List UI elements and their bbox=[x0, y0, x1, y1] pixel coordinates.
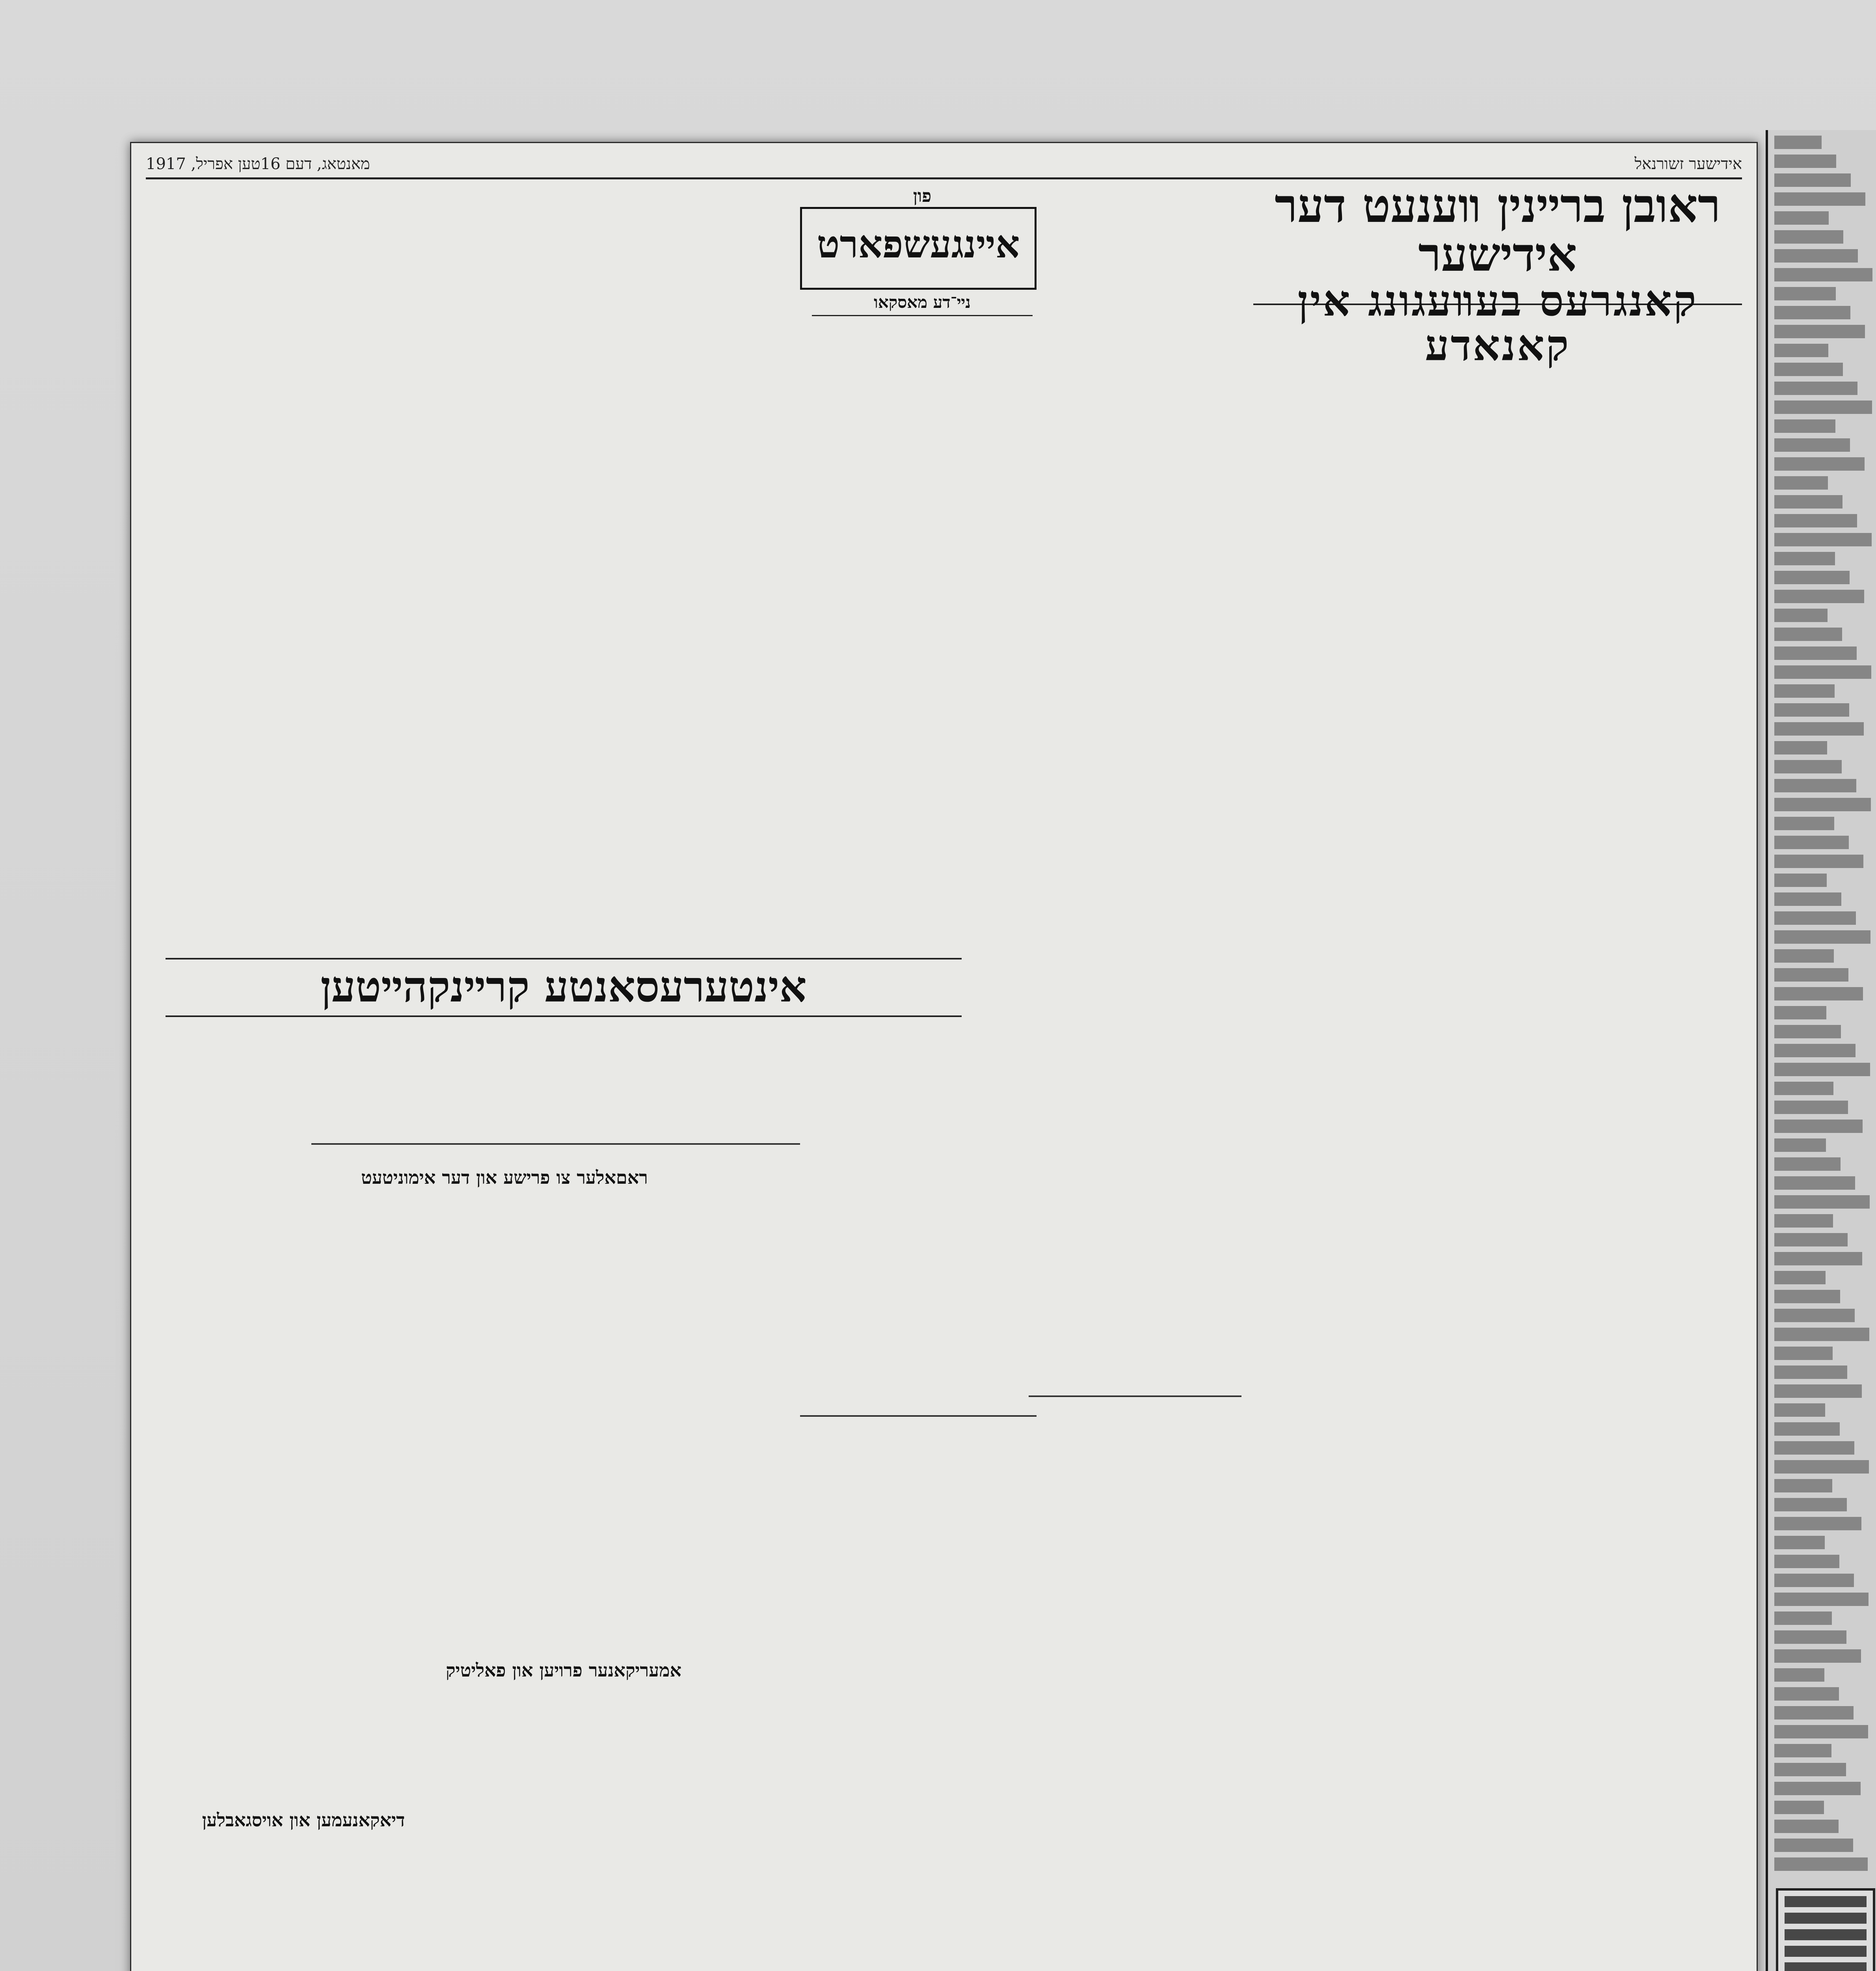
newspaper-page bbox=[130, 142, 1758, 1971]
ad-text-line bbox=[1785, 1946, 1867, 1957]
column-subtitle: נײ־דע מאסקאו bbox=[812, 294, 1033, 316]
text-line bbox=[1774, 968, 1848, 982]
text-line bbox=[1774, 1422, 1840, 1436]
text-line bbox=[1774, 1347, 1833, 1360]
text-line bbox=[1774, 457, 1865, 471]
text-line bbox=[1774, 1782, 1861, 1795]
text-line bbox=[1774, 363, 1843, 376]
text-line bbox=[1774, 1290, 1840, 1303]
text-line bbox=[1774, 419, 1835, 433]
text-line bbox=[1774, 590, 1864, 603]
text-line bbox=[1774, 855, 1863, 868]
article-columns bbox=[146, 185, 1742, 1971]
text-line bbox=[1774, 1101, 1848, 1114]
text-line bbox=[1774, 1044, 1856, 1057]
subheading-3: דיאקאנעמען און אויסגאבלען bbox=[202, 1809, 405, 1831]
text-line bbox=[1774, 306, 1850, 319]
text-line bbox=[1774, 1328, 1869, 1341]
text-line bbox=[1774, 836, 1849, 849]
text-line bbox=[1774, 1120, 1863, 1133]
text-line bbox=[1774, 798, 1871, 811]
text-line bbox=[1774, 1593, 1869, 1606]
text-line bbox=[1774, 609, 1828, 622]
adjacent-page-edge bbox=[1766, 130, 1876, 1971]
text-line bbox=[1774, 1649, 1861, 1663]
text-line bbox=[1774, 874, 1827, 887]
text-line bbox=[1774, 476, 1828, 490]
text-line bbox=[1774, 1214, 1833, 1228]
text-line bbox=[1774, 1233, 1848, 1246]
text-line bbox=[1774, 155, 1836, 168]
text-line bbox=[1774, 1725, 1868, 1738]
text-line bbox=[1774, 684, 1835, 698]
text-line bbox=[1774, 1744, 1831, 1757]
text-line bbox=[1774, 495, 1842, 509]
date-line: מאנטאג, דעם 16טען אפריל, 1917 bbox=[146, 155, 370, 173]
main-headline-line2: קאנגרעס בעװעגונג אין קאנאדע bbox=[1297, 276, 1698, 371]
text-line bbox=[1774, 646, 1857, 660]
text-line bbox=[1774, 1498, 1847, 1511]
text-line bbox=[1774, 1082, 1833, 1095]
text-line bbox=[1774, 1025, 1841, 1038]
ad-text-line bbox=[1785, 1913, 1867, 1924]
text-line bbox=[1774, 1479, 1832, 1492]
text-line bbox=[1774, 1138, 1826, 1152]
text-line bbox=[1774, 892, 1841, 906]
column-title-box: אײנגעשפארט bbox=[800, 207, 1037, 290]
text-line bbox=[1774, 1611, 1832, 1625]
advertisement-box bbox=[1776, 1888, 1875, 1971]
text-line bbox=[1774, 1157, 1841, 1171]
text-line bbox=[1774, 911, 1856, 925]
text-line bbox=[1774, 533, 1872, 546]
text-line bbox=[1774, 230, 1843, 244]
text-line bbox=[1774, 552, 1835, 565]
text-line bbox=[1774, 1063, 1870, 1076]
text-line bbox=[1774, 192, 1865, 206]
text-line bbox=[1774, 344, 1828, 357]
text-line bbox=[1774, 1706, 1854, 1720]
text-line bbox=[1774, 1763, 1846, 1776]
text-line bbox=[1774, 571, 1850, 584]
text-line bbox=[1774, 1574, 1854, 1587]
ad-text-line bbox=[1785, 1962, 1867, 1971]
text-line bbox=[1774, 817, 1834, 830]
subheading-2: אמעריקאנער פרויען און פאליטיק bbox=[445, 1660, 682, 1681]
text-line bbox=[1774, 1403, 1825, 1417]
text-line bbox=[1774, 1801, 1824, 1814]
text-line bbox=[1774, 1839, 1853, 1852]
text-line bbox=[1774, 514, 1857, 527]
text-line bbox=[1774, 1441, 1854, 1455]
text-line bbox=[1774, 382, 1857, 395]
text-line bbox=[1774, 1630, 1846, 1644]
text-line bbox=[1774, 1384, 1862, 1398]
text-line bbox=[1774, 1536, 1825, 1549]
text-line bbox=[1774, 741, 1827, 754]
text-line bbox=[1774, 173, 1851, 187]
text-line bbox=[1774, 1176, 1855, 1190]
text-line bbox=[1774, 703, 1849, 717]
text-line bbox=[1774, 1252, 1862, 1265]
text-line bbox=[1774, 1555, 1839, 1568]
text-line bbox=[1774, 1460, 1869, 1474]
column-kicker: פון bbox=[913, 186, 932, 206]
text-line bbox=[1774, 1820, 1839, 1833]
text-line bbox=[1774, 760, 1842, 773]
text-line bbox=[1774, 287, 1836, 300]
text-line bbox=[1774, 268, 1872, 281]
text-line bbox=[1774, 722, 1864, 736]
text-line bbox=[1774, 136, 1822, 149]
text-line bbox=[1774, 1366, 1847, 1379]
page-header bbox=[146, 150, 1742, 179]
text-line bbox=[1774, 401, 1872, 414]
text-line bbox=[1774, 1309, 1855, 1322]
text-line bbox=[1774, 1006, 1826, 1019]
text-line bbox=[1774, 1195, 1870, 1209]
section-headline: אינטערעסאנטע קרײנקהײטען bbox=[166, 958, 962, 1017]
text-line bbox=[1774, 1668, 1824, 1682]
text-line bbox=[1774, 211, 1829, 225]
text-line bbox=[1774, 1687, 1839, 1701]
text-line bbox=[1774, 1857, 1868, 1871]
text-line bbox=[1774, 930, 1870, 944]
text-line bbox=[1774, 249, 1858, 263]
masthead: אידישער זשורנאל bbox=[1634, 155, 1742, 173]
text-line bbox=[1774, 665, 1871, 679]
text-line bbox=[1774, 779, 1856, 792]
subheading-1: ראםאלער צו פרישע און דער אימוניטעט bbox=[361, 1167, 648, 1188]
ad-text-line bbox=[1785, 1929, 1867, 1940]
text-line bbox=[1774, 987, 1863, 1000]
text-line bbox=[1774, 628, 1842, 641]
text-line bbox=[1774, 1517, 1861, 1530]
text-line bbox=[1774, 949, 1834, 963]
ad-text-line bbox=[1785, 1896, 1867, 1907]
main-headline-line1: ראובן ברײנין װענעט דער אידישער bbox=[1275, 178, 1721, 282]
text-line bbox=[1774, 1271, 1826, 1284]
text-line bbox=[1774, 325, 1865, 338]
text-line bbox=[1774, 438, 1850, 452]
